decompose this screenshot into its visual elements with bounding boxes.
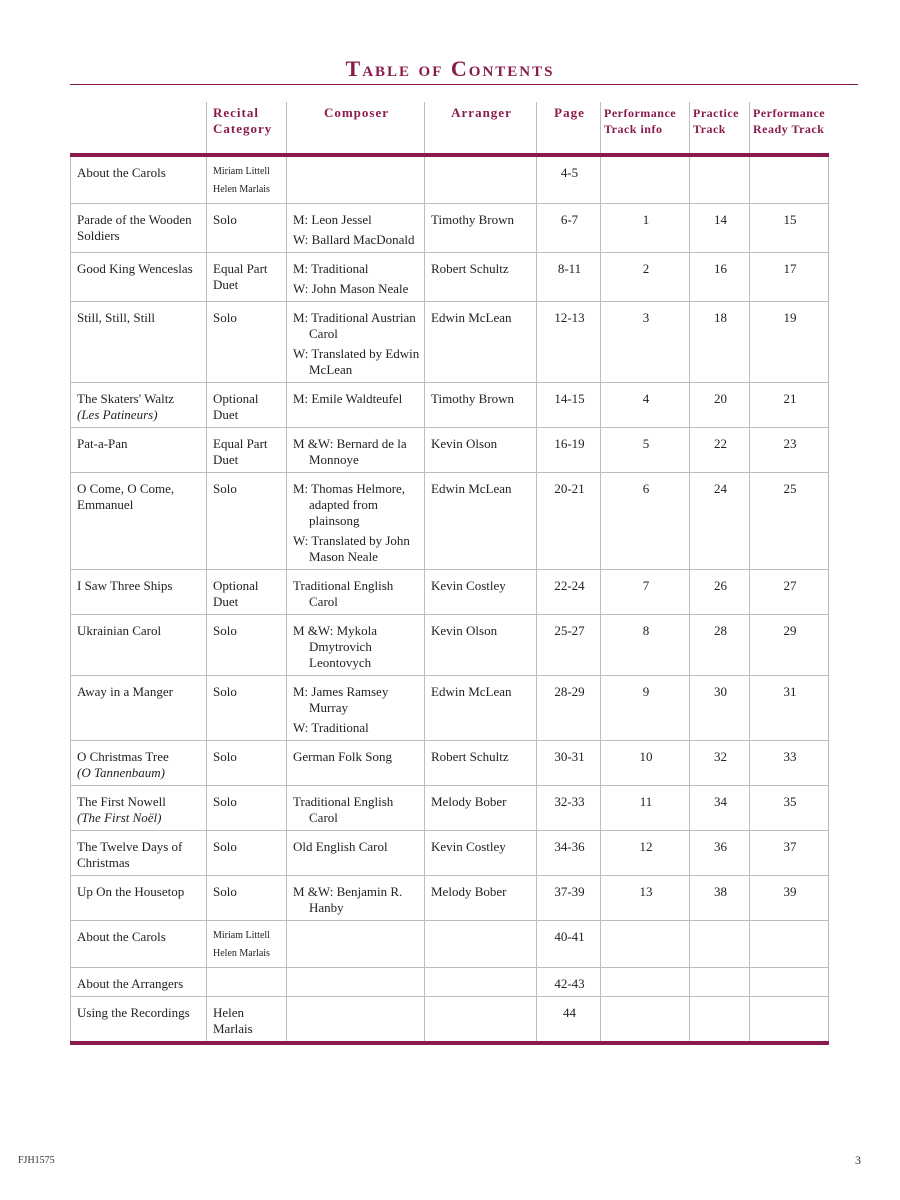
piece-title-cell [71,473,207,570]
table-row [71,253,829,302]
composer-cell [287,921,425,968]
recital-category-cell [207,253,287,302]
recital-category-cell [207,968,287,997]
composer-cell [287,786,425,831]
piece-title: Using the Recordings [77,1005,190,1020]
recital-category-cell [207,155,287,204]
composer-cell [287,831,425,876]
performance-track-cell: 7 [601,570,690,615]
performance-track-cell [601,968,690,997]
practice-track-cell: 26 [690,570,750,615]
arranger-cell: Melody Bober [425,786,537,831]
piece-title: About the Arrangers [77,976,184,991]
recital-category: Solo [213,749,237,764]
recital-category: Optional Duet [213,578,259,609]
piece-title: I Saw Three Ships [77,578,173,593]
composer-cell [287,676,425,741]
composer-credit: W: Translated by John Mason Neale [293,533,410,564]
performance-ready-track-cell [750,968,829,997]
piece-title: O Come, O Come, Emmanuel [77,481,175,512]
recital-category-cell [207,921,287,968]
header-performance-ready-track: Performance Ready Track [750,102,829,155]
piece-subtitle: (Les Patineurs) [77,407,158,422]
composer-cell [287,383,425,428]
composer-credit: M &W: Mykola Dmytrovich Leontovych [293,623,378,670]
header-performance-track-info: Performance Track info [601,102,690,155]
piece-title-cell [71,302,207,383]
piece-title-cell [71,204,207,253]
arranger-cell [425,921,537,968]
performance-ready-track-cell: 31 [750,676,829,741]
performance-ready-track-cell: 35 [750,786,829,831]
practice-track-cell: 20 [690,383,750,428]
arranger-cell: Timothy Brown [425,204,537,253]
practice-track-cell: 36 [690,831,750,876]
performance-track-cell [601,155,690,204]
header-title-blank [71,102,207,155]
title-divider [70,84,858,85]
recital-category: Equal Part Duet [213,261,268,292]
performance-ready-track-cell: 19 [750,302,829,383]
recital-category: Miriam Littell [213,166,270,177]
piece-title: The First Nowell [77,794,166,809]
recital-category-cell [207,473,287,570]
header-row [71,102,829,155]
table-row [71,968,829,997]
practice-track-cell: 16 [690,253,750,302]
recital-category: Solo [213,481,237,496]
arranger-cell: Robert Schultz [425,253,537,302]
practice-track-cell [690,968,750,997]
table-row [71,473,829,570]
practice-track-cell: 34 [690,786,750,831]
performance-track-cell: 12 [601,831,690,876]
piece-title-cell [71,615,207,676]
performance-track-cell: 4 [601,383,690,428]
recital-category: Solo [213,839,237,854]
page-cell: 20-21 [537,473,601,570]
practice-track-cell: 18 [690,302,750,383]
composer-cell [287,155,425,204]
contents-body [71,155,829,1043]
piece-title: Up On the Housetop [77,884,185,899]
page-cell: 8-11 [537,253,601,302]
performance-ready-track-cell: 21 [750,383,829,428]
performance-ready-track-cell: 23 [750,428,829,473]
recital-category: Solo [213,684,237,699]
piece-title: About the Carols [77,165,166,180]
piece-title: Parade of the Wooden Soldiers [77,212,192,243]
performance-ready-track-cell: 29 [750,615,829,676]
performance-ready-track-cell [750,997,829,1044]
piece-title: Good King Wenceslas [77,261,193,276]
composer-credit: M: Thomas Helmore, adapted from plainsong [293,481,406,528]
page-number: 3 [855,1153,861,1167]
recital-category: Helen Marlais [213,1005,253,1036]
page-cell: 42-43 [537,968,601,997]
table-row [71,155,829,204]
recital-category-cell [207,615,287,676]
header-practice-track: Practice Track [690,102,750,155]
composer-cell [287,615,425,676]
composer-cell [287,570,425,615]
performance-ready-track-cell: 25 [750,473,829,570]
page-cell: 28-29 [537,676,601,741]
page-title: Table of Contents [345,56,555,81]
composer-cell [287,876,425,921]
arranger-cell: Kevin Costley [425,570,537,615]
header-page: Page [537,102,601,155]
composer-credit: W: Ballard MacDonald [293,232,415,247]
recital-category: Solo [213,884,237,899]
practice-track-cell: 30 [690,676,750,741]
table-row [71,997,829,1044]
piece-title-cell [71,997,207,1044]
arranger-cell: Edwin McLean [425,676,537,741]
piece-title: Pat-a-Pan [77,436,128,451]
recital-category: Helen Marlais [213,184,270,195]
performance-ready-track-cell: 37 [750,831,829,876]
page-cell: 22-24 [537,570,601,615]
piece-title-cell [71,383,207,428]
page-cell: 34-36 [537,831,601,876]
piece-title: Still, Still, Still [77,310,156,325]
header-composer: Composer [287,102,425,155]
piece-subtitle: (The First Noël) [77,810,162,825]
composer-credit: M: Traditional Austrian Carol [293,310,416,341]
performance-track-cell: 3 [601,302,690,383]
practice-track-cell: 28 [690,615,750,676]
page-cell: 4-5 [537,155,601,204]
composer-cell [287,968,425,997]
composer-credit: W: John Mason Neale [293,281,409,296]
recital-category: Solo [213,310,237,325]
composer-credit: M: James Ramsey Murray [293,684,389,715]
page-cell: 44 [537,997,601,1044]
performance-ready-track-cell: 17 [750,253,829,302]
contents-table [70,102,829,1045]
recital-category: Solo [213,794,237,809]
performance-track-cell: 1 [601,204,690,253]
page-cell: 12-13 [537,302,601,383]
table-row [71,786,829,831]
practice-track-cell: 38 [690,876,750,921]
piece-subtitle: (O Tannenbaum) [77,765,165,780]
recital-category: Miriam Littell [213,930,270,941]
piece-title-cell [71,968,207,997]
table-row [71,876,829,921]
piece-title-cell [71,876,207,921]
composer-credit: Traditional English Carol [293,794,394,825]
piece-title-cell [71,831,207,876]
piece-title-cell [71,570,207,615]
composer-credit: M: Leon Jessel [293,212,372,227]
recital-category: Equal Part Duet [213,436,268,467]
piece-title-cell [71,921,207,968]
performance-track-cell: 10 [601,741,690,786]
table-row [71,741,829,786]
page-cell: 37-39 [537,876,601,921]
performance-track-cell: 2 [601,253,690,302]
practice-track-cell [690,921,750,968]
arranger-cell [425,155,537,204]
arranger-cell: Melody Bober [425,876,537,921]
performance-track-cell: 13 [601,876,690,921]
piece-title-cell [71,253,207,302]
piece-title: Away in a Manger [77,684,173,699]
performance-track-cell [601,997,690,1044]
composer-cell [287,204,425,253]
arranger-cell: Kevin Olson [425,428,537,473]
table-row [71,204,829,253]
arranger-cell: Edwin McLean [425,302,537,383]
performance-track-cell: 8 [601,615,690,676]
arranger-cell: Robert Schultz [425,741,537,786]
performance-ready-track-cell: 15 [750,204,829,253]
recital-category: Solo [213,212,237,227]
arranger-cell: Timothy Brown [425,383,537,428]
recital-category: Helen Marlais [213,948,270,959]
performance-track-cell [601,921,690,968]
composer-cell [287,253,425,302]
composer-credit: Old English Carol [293,839,388,854]
practice-track-cell [690,155,750,204]
recital-category-cell [207,383,287,428]
arranger-cell: Edwin McLean [425,473,537,570]
practice-track-cell: 24 [690,473,750,570]
performance-ready-track-cell: 33 [750,741,829,786]
composer-credit: German Folk Song [293,749,392,764]
arranger-cell: Kevin Costley [425,831,537,876]
performance-track-cell: 9 [601,676,690,741]
performance-ready-track-cell [750,921,829,968]
header-arranger: Arranger [425,102,537,155]
page-cell: 32-33 [537,786,601,831]
table-row [71,570,829,615]
composer-credit: M: Emile Waldteufel [293,391,403,406]
performance-track-cell: 6 [601,473,690,570]
arranger-cell: Kevin Olson [425,615,537,676]
table-row [71,831,829,876]
composer-cell [287,997,425,1044]
page-cell: 40-41 [537,921,601,968]
header-recital-category: Recital Category [207,102,287,155]
piece-title-cell [71,428,207,473]
piece-title: About the Carols [77,929,166,944]
recital-category-cell [207,428,287,473]
page-cell: 14-15 [537,383,601,428]
table-row [71,428,829,473]
piece-title: O Christmas Tree [77,749,169,764]
table-row [71,676,829,741]
table-row [71,302,829,383]
recital-category-cell [207,997,287,1044]
footer-code: FJH1575 [18,1155,55,1166]
table-row [71,921,829,968]
piece-title-cell [71,676,207,741]
performance-ready-track-cell [750,155,829,204]
piece-title-cell [71,155,207,204]
page-cell: 25-27 [537,615,601,676]
composer-cell [287,473,425,570]
table-row [71,615,829,676]
composer-credit: Traditional English Carol [293,578,394,609]
recital-category-cell [207,876,287,921]
page-cell: 16-19 [537,428,601,473]
recital-category-cell [207,786,287,831]
piece-title-cell [71,786,207,831]
composer-credit: M: Traditional [293,261,369,276]
recital-category-cell [207,831,287,876]
composer-credit: W: Translated by Edwin McLean [293,346,420,377]
recital-category-cell [207,302,287,383]
practice-track-cell: 32 [690,741,750,786]
piece-title: The Twelve Days of Christmas [77,839,183,870]
practice-track-cell: 14 [690,204,750,253]
arranger-cell [425,968,537,997]
recital-category-cell [207,204,287,253]
practice-track-cell [690,997,750,1044]
recital-category: Solo [213,623,237,638]
practice-track-cell: 22 [690,428,750,473]
composer-cell [287,428,425,473]
performance-ready-track-cell: 39 [750,876,829,921]
recital-category-cell [207,741,287,786]
recital-category-cell [207,676,287,741]
piece-title: The Skaters' Waltz [77,391,175,406]
arranger-cell [425,997,537,1044]
performance-ready-track-cell: 27 [750,570,829,615]
performance-track-cell: 11 [601,786,690,831]
performance-track-cell: 5 [601,428,690,473]
composer-cell [287,741,425,786]
piece-title-cell [71,741,207,786]
composer-cell [287,302,425,383]
composer-credit: M &W: Bernard de la Monnoye [293,436,407,467]
composer-credit: W: Traditional [293,720,369,735]
recital-category-cell [207,570,287,615]
piece-title: Ukrainian Carol [77,623,162,638]
table-row [71,383,829,428]
page-cell: 6-7 [537,204,601,253]
composer-credit: M &W: Benjamin R. Hanby [293,884,403,915]
recital-category: Optional Duet [213,391,259,422]
page-cell: 30-31 [537,741,601,786]
